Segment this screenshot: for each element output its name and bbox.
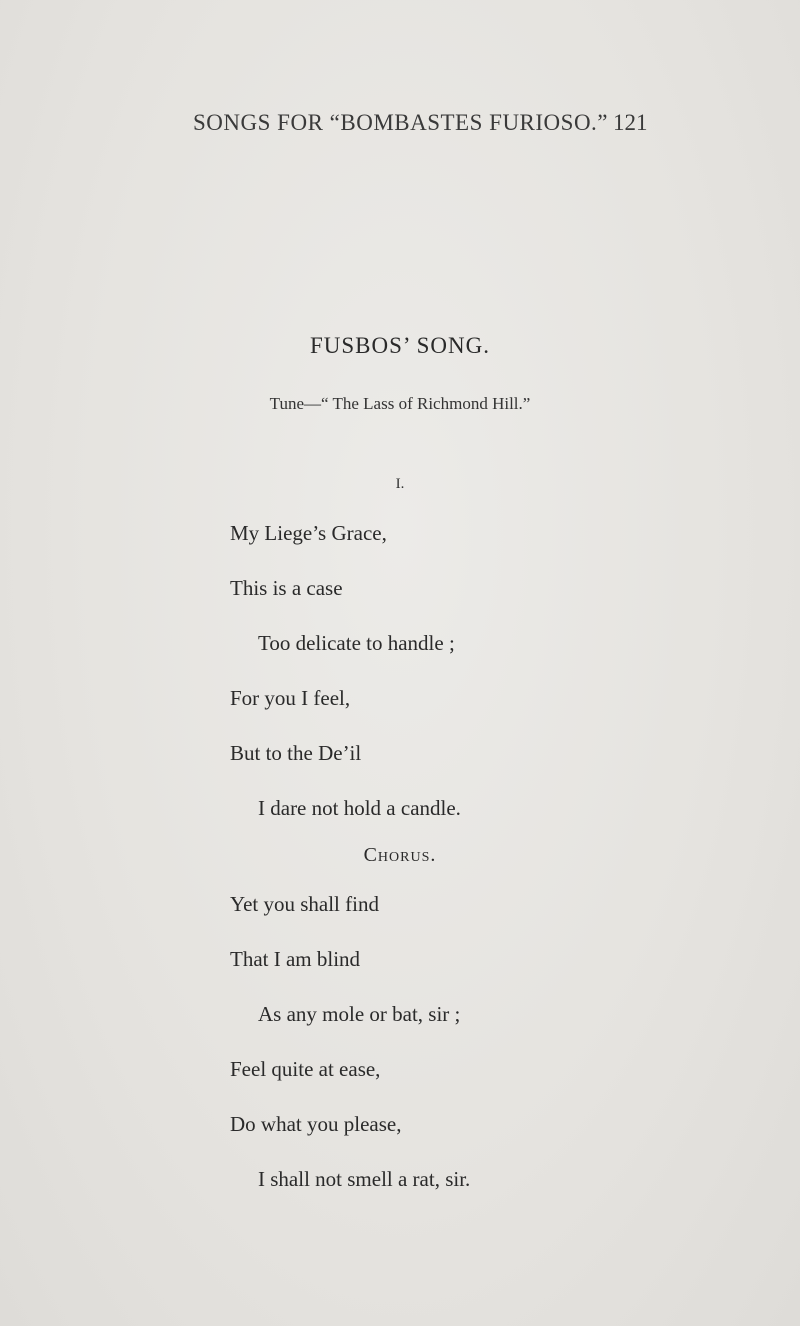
chorus-heading: Chorus. (363, 844, 437, 866)
song-title: FUSBOS’ SONG. (309, 333, 490, 358)
chorus-line: I shall not smell a rat, sir. (258, 1167, 471, 1191)
verse-line: This is a case (230, 576, 343, 600)
chorus-line: As any mole or bat, sir ; (258, 1002, 461, 1026)
chorus-line: That I am blind (230, 947, 361, 971)
chorus-line: Yet you shall find (230, 892, 379, 916)
verse-line: My Liege’s Grace, (230, 521, 387, 545)
tune-line: Tune—“ The Lass of Richmond Hill.” (269, 394, 531, 413)
chorus-line: Feel quite at ease, (230, 1057, 381, 1081)
verse-line: For you I feel, (230, 686, 351, 710)
verse-line: Too delicate to handle ; (258, 631, 455, 655)
stanza-number: I. (395, 476, 405, 492)
running-head: SONGS FOR “BOMBASTES FURIOSO.” (193, 110, 609, 135)
verse-line: But to the De’il (230, 741, 362, 765)
page-number: 121 (613, 110, 648, 135)
chorus-line: Do what you please, (230, 1112, 402, 1136)
verse-line: I dare not hold a candle. (258, 796, 461, 820)
